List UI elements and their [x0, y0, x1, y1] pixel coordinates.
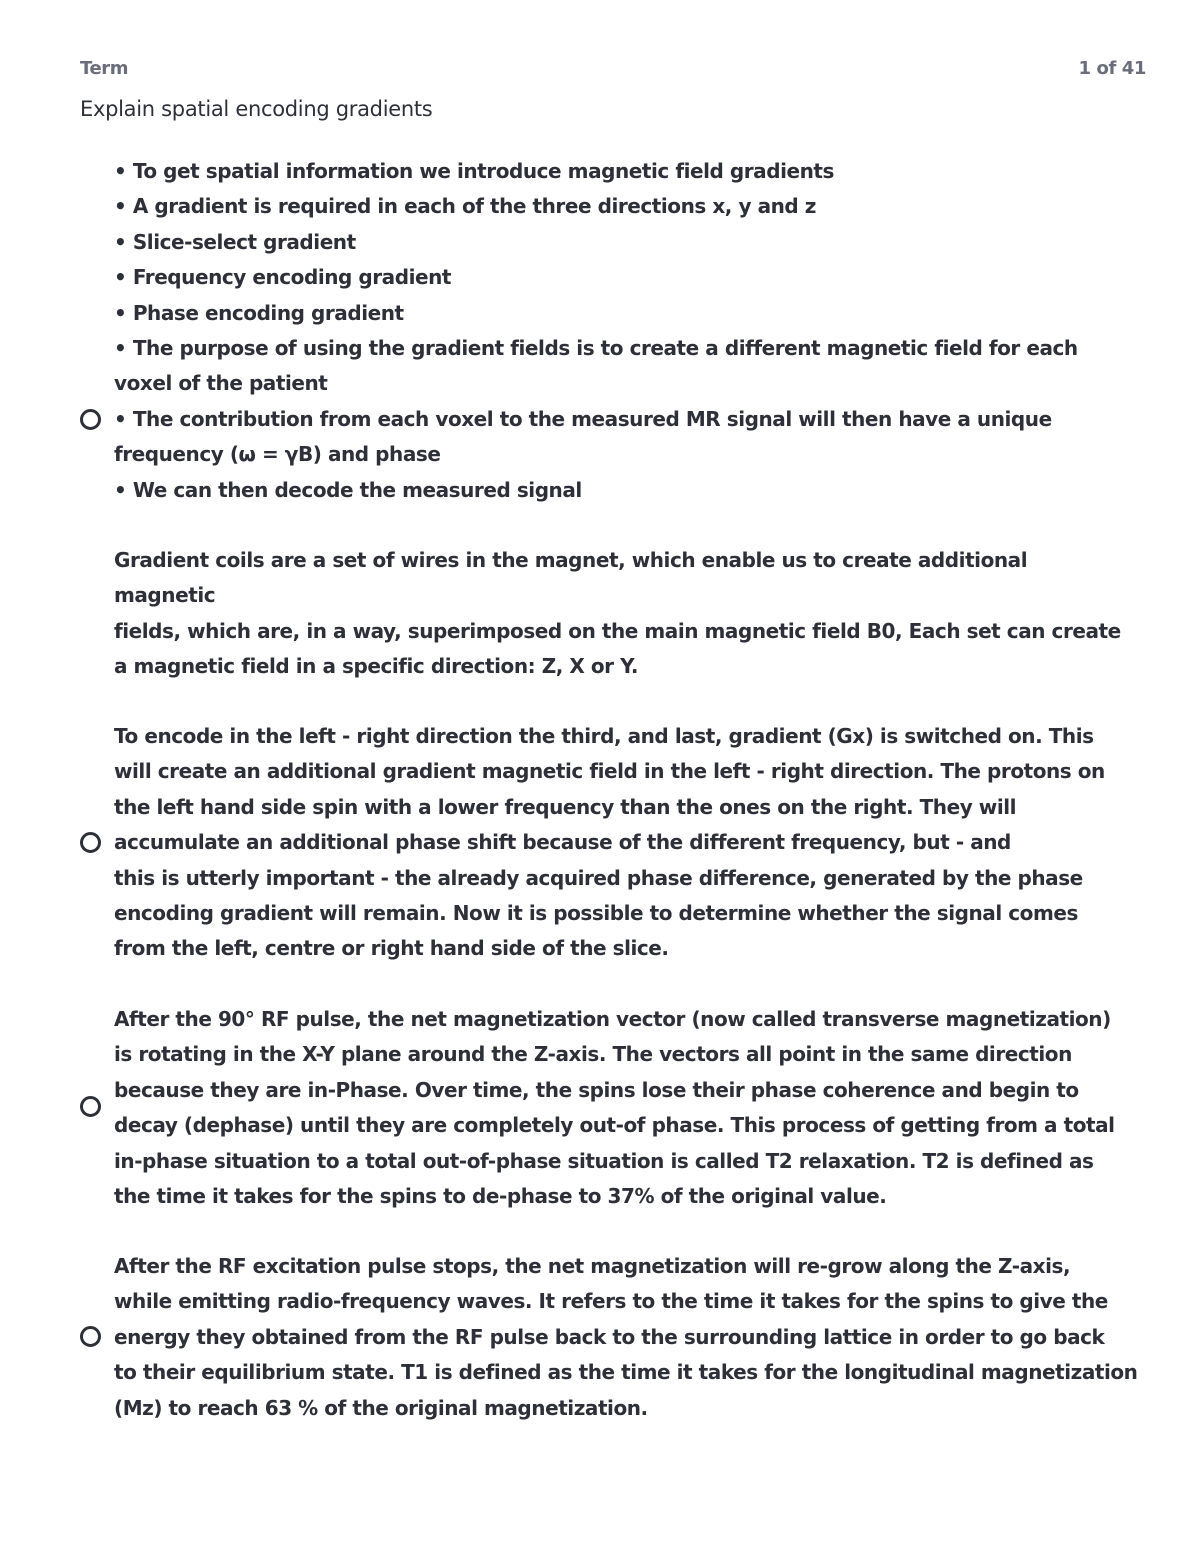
option-line: magnetic	[114, 583, 216, 608]
option-line: • A gradient is required in each of the three directions x, y and z	[114, 194, 816, 219]
option-line: accumulate an additional phase shift because of the different frequency, but - and	[114, 830, 1011, 855]
option-line: because they are in-Phase. Over time, the spins lose their phase coherence and begin to	[114, 1077, 1079, 1102]
answer-option-1-text	[114, 154, 1134, 508]
term-label: Term	[80, 58, 129, 79]
option-line: the left hand side spin with a lower frequency than the ones on the right. They will	[114, 794, 1017, 819]
option-line: will create an additional gradient magnetic field in the left - right direction. The protons on	[114, 759, 1105, 784]
option-line: • Frequency encoding gradient	[114, 265, 452, 290]
radio-button-4[interactable]	[80, 1096, 101, 1117]
option-line: (Mz) to reach 63 % of the original magnetization.	[114, 1395, 648, 1420]
answer-option-4-text	[114, 1002, 1134, 1214]
option-line: • To get spatial information we introduce magnetic field gradients	[114, 159, 834, 183]
option-line: • The purpose of using the gradient fields is to create a different magnetic field for each	[114, 336, 1078, 361]
option-line: while emitting radio-frequency waves. It refers to the time it takes for the spins to give the	[114, 1289, 1108, 1314]
option-line: decay (dephase) until they are completely out-of phase. This process of getting from a total	[114, 1113, 1115, 1138]
option-line: a magnetic field in a specific direction: Z, X or Y.	[114, 654, 638, 679]
option-line: To encode in the left - right direction the third, and last, gradient (Gx) is switched on. This	[114, 724, 1094, 748]
option-line: After the 90° RF pulse, the net magnetization vector (now called transverse magnetization)	[114, 1007, 1111, 1031]
option-line: from the left, centre or right hand side of the slice.	[114, 936, 669, 961]
answer-option-2-text	[114, 543, 1134, 685]
card-counter: 1 of 41	[1078, 58, 1146, 79]
option-line: is rotating in the X-Y plane around the Z-axis. The vectors all point in the same direction	[114, 1042, 1072, 1067]
radio-button-1[interactable]	[80, 409, 101, 430]
option-line: • We can then decode the measured signal	[114, 477, 582, 502]
answer-option-3-text	[114, 719, 1134, 967]
question-text: Explain spatial encoding gradients	[80, 97, 433, 121]
option-line: to their equilibrium state. T1 is defined as the time it takes for the longitudinal magnetization	[114, 1360, 1138, 1385]
card-header	[80, 58, 1146, 84]
option-line: energy they obtained from the RF pulse back to the surrounding lattice in order to go back	[114, 1324, 1105, 1349]
option-line: • Slice-select gradient	[114, 229, 356, 254]
option-line: After the RF excitation pulse stops, the net magnetization will re-grow along the Z-axis,	[114, 1254, 1071, 1278]
option-line: • The contribution from each voxel to the measured MR signal will then have a unique	[114, 406, 1052, 431]
option-line: fields, which are, in a way, superimposed on the main magnetic field B0, Each set can create	[114, 618, 1121, 643]
option-line: the time it takes for the spins to de-phase to 37% of the original value.	[114, 1184, 887, 1209]
option-line: voxel of the patient	[114, 371, 328, 396]
option-line: Gradient coils are a set of wires in the magnet, which enable us to create additional	[114, 548, 1028, 572]
option-line: frequency (ω = γB) and phase	[114, 442, 441, 467]
radio-button-3[interactable]	[80, 832, 101, 853]
option-line: this is utterly important - the already acquired phase difference, generated by the phase	[114, 865, 1083, 890]
radio-button-5[interactable]	[80, 1326, 101, 1347]
option-line: in-phase situation to a total out-of-phase situation is called T2 relaxation. T2 is defined as	[114, 1148, 1094, 1173]
answer-option-5-text	[114, 1249, 1138, 1426]
option-line: • Phase encoding gradient	[114, 300, 404, 325]
option-line: encoding gradient will remain. Now it is possible to determine whether the signal comes	[114, 901, 1078, 926]
